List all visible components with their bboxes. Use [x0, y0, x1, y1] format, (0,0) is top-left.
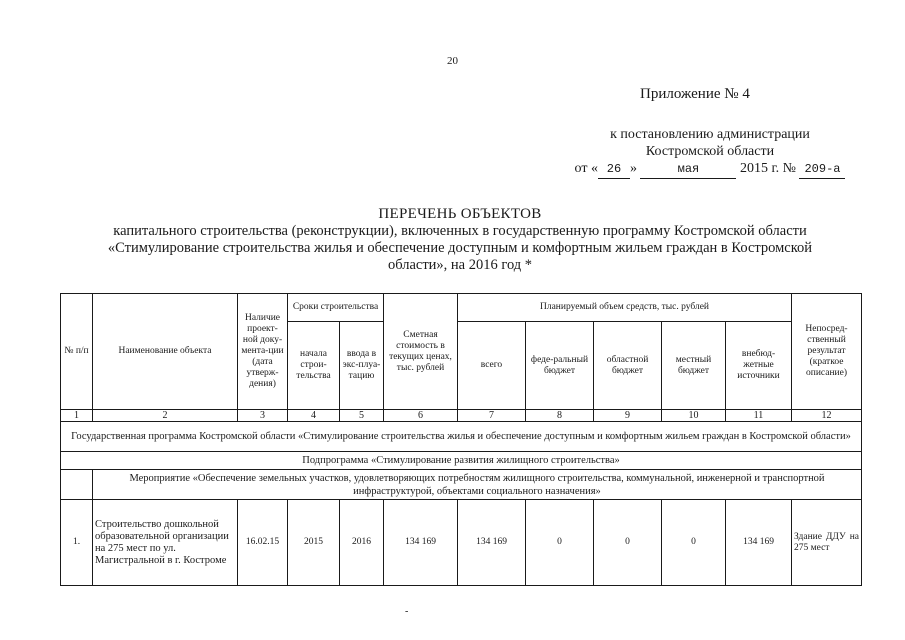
column-number: 8: [526, 410, 594, 422]
decree-day: 26: [598, 161, 630, 179]
table-row: [61, 500, 862, 586]
header-regional: областной бюджет: [594, 322, 662, 410]
decree-month: мая: [640, 161, 736, 179]
decree-date-mid: »: [629, 161, 637, 176]
decree-number: 209-а: [799, 161, 845, 179]
header-commission: ввода в экс-плуа-тацию: [340, 322, 384, 410]
header-local: местный бюджет: [662, 322, 726, 410]
decree-line-2: Костромской области: [645, 144, 775, 159]
header-total: всего: [458, 322, 526, 410]
header-terms: Сроки строительства: [288, 294, 384, 322]
row-total: 134 169: [458, 500, 526, 586]
header-cost: Сметная стоимость в текущих ценах, тыс. рублей: [384, 294, 458, 410]
row-federal: 0: [526, 500, 594, 586]
measure-row: Мероприятие «Обеспечение земельных участков, удовлетворяющих потребностям жилищного строительства, коммунальной, инженерной и транспортной инфраструктурой, объектами социального назначения»: [93, 470, 862, 500]
row-extra: 134 169: [726, 500, 792, 586]
title-heading: ПЕРЕЧЕНЬ ОБЪЕКТОВ: [378, 206, 542, 222]
column-number: 1: [61, 410, 93, 422]
column-number: 5: [340, 410, 384, 422]
objects-table: [60, 293, 862, 586]
column-number: 2: [93, 410, 238, 422]
document-title: [80, 206, 840, 274]
decree-date-line: [560, 160, 860, 179]
column-number: 9: [594, 410, 662, 422]
footer-mark: -: [405, 606, 409, 617]
row-object-name: Строительство дошкольной образовательной организации на 275 мест по ул. Магистральной в г. Костроме: [93, 500, 238, 586]
row-docs-date: 16.02.15: [238, 500, 288, 586]
title-line-1: капитального строительства (реконструкции), включенных в государственную программу Костромской области: [113, 223, 807, 239]
column-number: 12: [792, 410, 862, 422]
header-docs: Наличие проект-ной доку-мента-ции (дата утверж-дения): [238, 294, 288, 410]
column-number: 3: [238, 410, 288, 422]
column-number: 7: [458, 410, 526, 422]
header-federal: феде-ральный бюджет: [526, 322, 594, 410]
decree-year: 2015 г. №: [739, 161, 796, 176]
header-name: Наименование объекта: [93, 294, 238, 410]
header-result: Непосред-ственный результат (краткое описание): [792, 294, 862, 410]
row-start-year: 2015: [288, 500, 340, 586]
column-number: 4: [288, 410, 340, 422]
column-number: 11: [726, 410, 792, 422]
header-extra: внебюд-жетные источники: [726, 322, 792, 410]
header-num: № п/п: [61, 294, 93, 410]
column-numbers-row: [61, 410, 862, 422]
row-commission-year: 2016: [340, 500, 384, 586]
row-cost: 134 169: [384, 500, 458, 586]
decree-line-1: к постановлению администрации: [610, 127, 810, 142]
header-planned: Планируемый объем средств, тыс. рублей: [458, 294, 792, 322]
row-local: 0: [662, 500, 726, 586]
program-row: Государственная программа Костромской области «Стимулирование строительства жилья и обеспечение доступным и комфортным жильем граждан в Костромской области»: [61, 422, 862, 452]
decree-reference: [560, 126, 860, 179]
subprogram-row: Подпрограмма «Стимулирование развития жилищного строительства»: [61, 452, 862, 470]
row-regional: 0: [594, 500, 662, 586]
header-start: начала строи-тельства: [288, 322, 340, 410]
column-number: 6: [384, 410, 458, 422]
column-number: 10: [662, 410, 726, 422]
appendix-label: Приложение № 4: [640, 86, 750, 102]
title-line-2: «Стимулирование строительства жилья и обеспечение доступным и комфортным жильем граждан в Костромской: [107, 240, 813, 256]
decree-date-prefix: от «: [574, 161, 598, 176]
title-line-3: области», на 2016 год *: [387, 257, 533, 273]
row-result: Здание ДДУ на 275 мест: [792, 500, 862, 586]
page-number: 20: [447, 55, 458, 67]
row-num: 1.: [61, 500, 93, 586]
